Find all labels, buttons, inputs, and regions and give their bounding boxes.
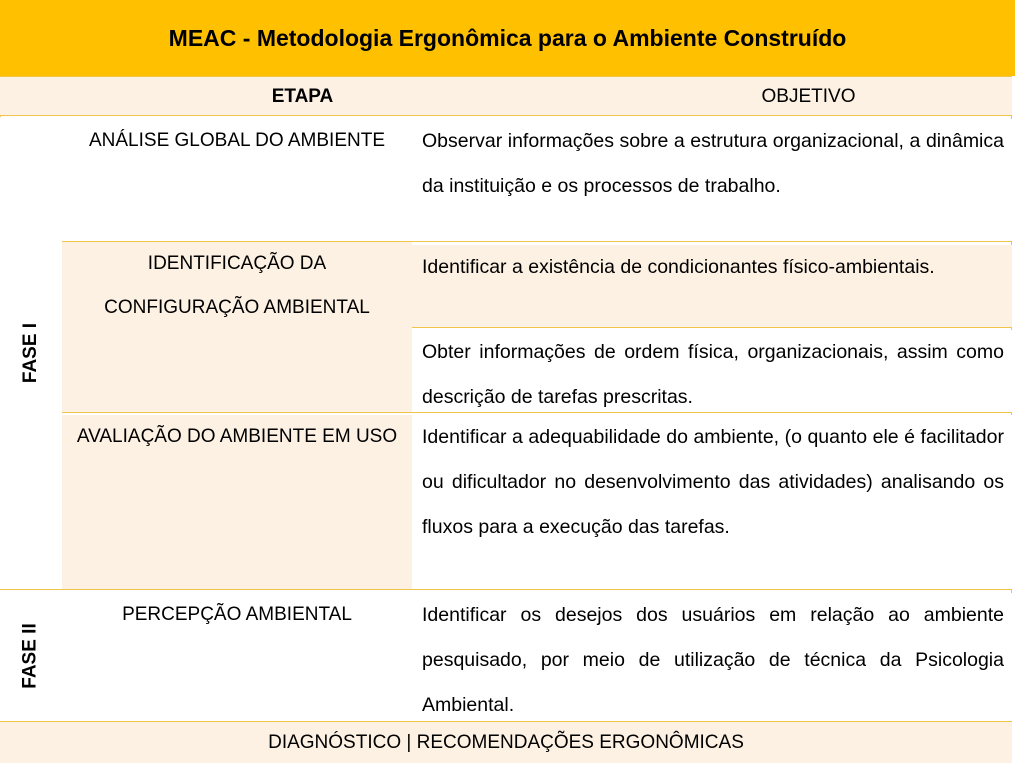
divider xyxy=(412,327,1012,328)
row-2-objetivo-a: Identificar a existência de condicionantes físico-ambientais. xyxy=(412,245,1012,327)
row-2-objetivo-b: Obter informações de ordem física, organizacionais, assim como descrição de tarefas prescritas. xyxy=(412,330,1012,412)
phase-2-label: FASE II xyxy=(0,590,62,721)
row-4-objetivo: Identificar os desejos dos usuários em relação ao ambiente pesquisado, por meio de utilização de técnica da Psicologia Ambiental. xyxy=(412,593,1012,721)
phase-1-label: FASE I xyxy=(0,117,62,589)
header-row xyxy=(0,76,1012,116)
row-4-etapa: PERCEPÇÃO AMBIENTAL xyxy=(62,593,412,721)
row-2-etapa: IDENTIFICAÇÃO DA CONFIGURAÇÃO AMBIENTAL xyxy=(62,242,412,412)
divider xyxy=(62,412,1012,413)
divider xyxy=(0,589,1012,590)
row-1-etapa: ANÁLISE GLOBAL DO AMBIENTE xyxy=(62,119,412,241)
table-footer: DIAGNÓSTICO | RECOMENDAÇÕES ERGONÔMICAS xyxy=(0,721,1012,763)
table-title: MEAC - Metodologia Ergonômica para o Ambiente Construído xyxy=(0,0,1015,76)
row-3-objetivo: Identificar a adequabilidade do ambiente, (o quanto ele é facilitador ou dificultador no desenvolvimento das atividades) analisando os fluxos para a execução das tarefas. xyxy=(412,415,1012,589)
row-1-objetivo: Observar informações sobre a estrutura organizacional, a dinâmica da instituição e os processos de trabalho. xyxy=(412,119,1012,241)
header-etapa: ETAPA xyxy=(271,86,334,107)
row-3-etapa: AVALIAÇÃO DO AMBIENTE EM USO xyxy=(62,415,412,589)
header-objetivo: OBJETIVO xyxy=(761,86,856,107)
